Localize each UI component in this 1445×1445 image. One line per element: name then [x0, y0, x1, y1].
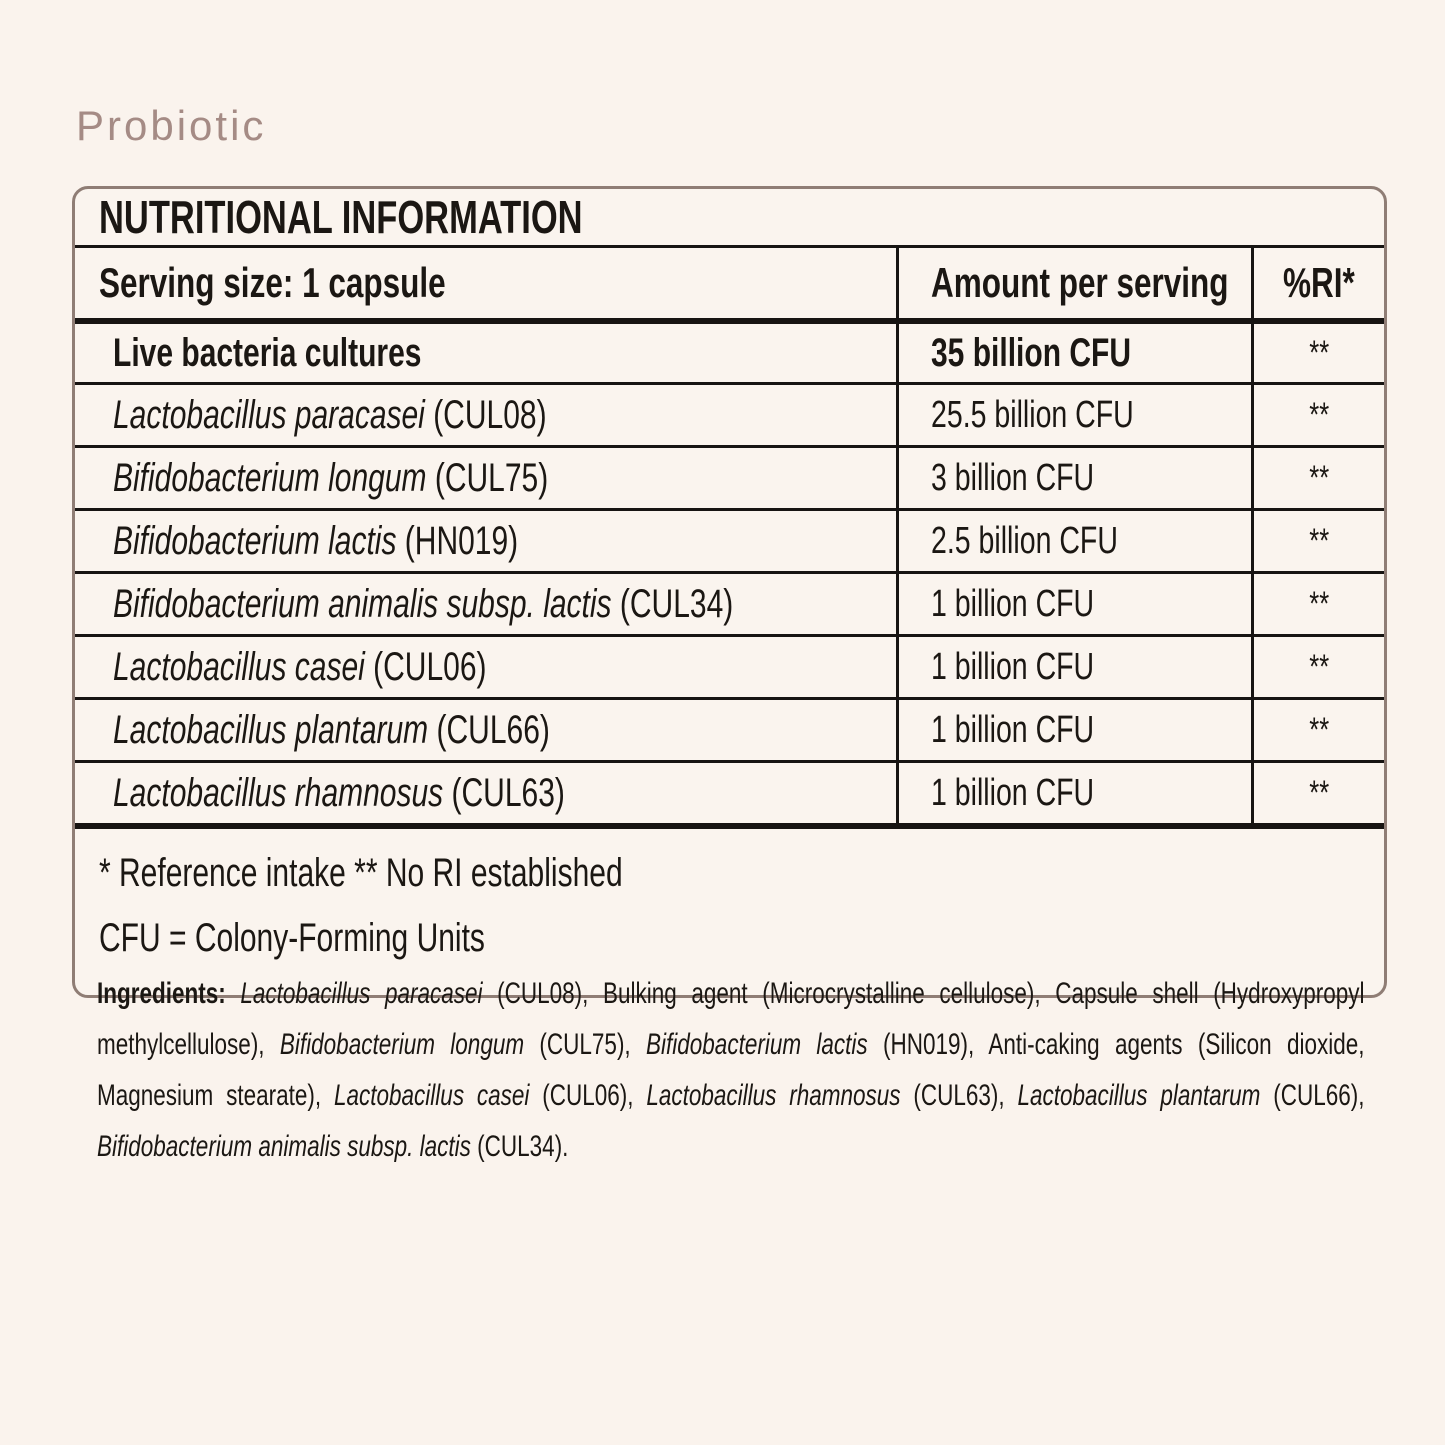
strain-latin: Lactobacillus casei	[113, 644, 365, 689]
ri-value: **	[1309, 521, 1329, 560]
strain-code: (HN019)	[396, 518, 519, 563]
ri-cell	[1251, 385, 1384, 445]
strain-latin: Lactobacillus paracasei	[113, 392, 425, 437]
amount-value: 1 billion CFU	[931, 771, 1095, 814]
ri-value: **	[1309, 710, 1329, 749]
footnote-line	[99, 845, 1360, 910]
strain-code: (CUL63)	[443, 770, 565, 815]
amount-value: 1 billion CFU	[931, 582, 1095, 625]
table-row	[75, 634, 1384, 697]
strain-latin: Lactobacillus rhamnosus	[113, 770, 444, 815]
ri-value: **	[1309, 458, 1329, 497]
amount-value: 25.5 billion CFU	[931, 393, 1134, 436]
amount-cell	[896, 511, 1251, 571]
strain-name-cell	[75, 574, 896, 634]
table-row	[75, 571, 1384, 634]
table-title: NUTRITIONAL INFORMATION	[99, 191, 583, 243]
amount-cell	[896, 637, 1251, 697]
ri-label: %RI*	[1283, 259, 1355, 306]
ingredients-text: Lactobacillus paracasei (CUL08), Bulking agent (Microcrystalline cellulose), Capsule shell (Hydroxypropyl methylcellulose), Bifidobacterium longum (CUL75), Bifidobacterium lactis (HN019), Anti-caking agents (Silicon dioxide, Magnesium stearate), Lactobacillus casei (CUL06), Lactobacillus rhamnosus (CUL63), Lactobacillus plantarum (CUL66), Bifidobacterium animalis subsp. lactis (CUL34).	[97, 977, 1365, 1163]
strain-name-cell	[75, 763, 896, 823]
table-row	[75, 508, 1384, 571]
amount-value: 1 billion CFU	[931, 645, 1095, 688]
amount-cell	[896, 574, 1251, 634]
strain-name-cell	[75, 637, 896, 697]
footnote-cfu-definition: CFU = Colony-Forming Units	[99, 916, 485, 960]
ingredients-paragraph	[97, 968, 1365, 1172]
summary-ri-cell	[1251, 324, 1384, 382]
ri-cell	[1251, 448, 1384, 508]
strain-name-cell	[75, 448, 896, 508]
amount-header-cell	[896, 248, 1251, 318]
strain-code: (CUL08)	[424, 392, 547, 437]
strain-name-cell	[75, 385, 896, 445]
ri-header-cell	[1251, 248, 1384, 318]
amount-cell	[896, 763, 1251, 823]
ri-cell	[1251, 637, 1384, 697]
page-title: Probiotic	[76, 102, 267, 149]
ri-cell	[1251, 574, 1384, 634]
strain-latin: Bifidobacterium longum	[113, 455, 427, 500]
table-row	[75, 697, 1384, 760]
strain-code: (CUL66)	[428, 707, 550, 752]
ri-cell	[1251, 700, 1384, 760]
strain-code: (CUL75)	[426, 455, 549, 500]
amount-cell	[896, 700, 1251, 760]
footnote-reference-intake: * Reference intake ** No RI established	[99, 851, 623, 895]
nutrition-table	[72, 186, 1387, 998]
strain-name-cell	[75, 700, 896, 760]
strain-latin: Bifidobacterium animalis subsp. lactis	[113, 581, 612, 626]
table-row	[75, 760, 1384, 823]
table-header-row	[75, 245, 1384, 318]
summary-amount-cell	[896, 324, 1251, 382]
ri-cell	[1251, 763, 1384, 823]
ingredients-label: Ingredients:	[97, 977, 226, 1010]
amount-cell	[896, 385, 1251, 445]
serving-size-label: Serving size: 1 capsule	[99, 259, 446, 306]
serving-size-header-cell	[75, 248, 896, 318]
ri-value: **	[1309, 773, 1329, 812]
amount-cell	[896, 448, 1251, 508]
table-row	[75, 445, 1384, 508]
summary-name-cell	[75, 324, 896, 382]
ri-value: **	[1309, 395, 1329, 434]
summary-ri: **	[1309, 333, 1329, 372]
ri-value: **	[1309, 584, 1329, 623]
summary-row	[75, 318, 1384, 382]
amount-per-serving-label: Amount per serving	[931, 259, 1229, 306]
strain-latin: Lactobacillus plantarum	[113, 707, 429, 752]
summary-name: Live bacteria cultures	[113, 330, 422, 375]
summary-amount: 35 billion CFU	[931, 330, 1132, 375]
amount-value: 1 billion CFU	[931, 708, 1095, 751]
strain-code: (CUL06)	[364, 644, 487, 689]
strain-code: (CUL34)	[611, 581, 734, 626]
amount-value: 2.5 billion CFU	[931, 519, 1118, 562]
amount-value: 3 billion CFU	[931, 456, 1095, 499]
ri-cell	[1251, 511, 1384, 571]
ri-value: **	[1309, 647, 1329, 686]
strain-name-cell	[75, 511, 896, 571]
table-title-row	[75, 189, 1384, 245]
footnote-line	[99, 910, 1360, 975]
table-row	[75, 382, 1384, 445]
strain-latin: Bifidobacterium lactis	[113, 518, 397, 563]
